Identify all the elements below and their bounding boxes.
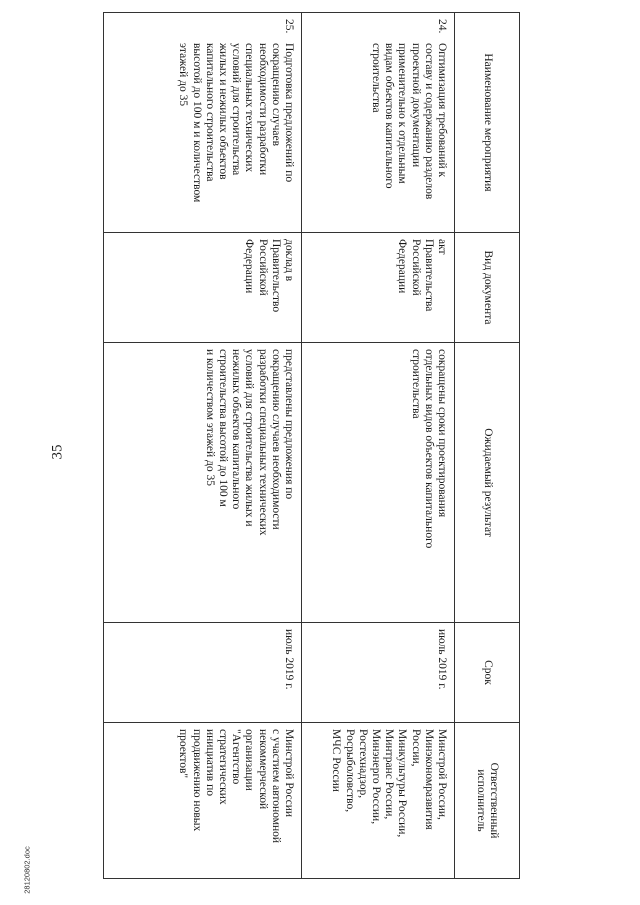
cell-name [302,13,455,233]
document-filename: 28120802.doc [22,846,32,894]
cell-deadline: июль 2019 г. [104,623,302,723]
cell-responsible: Минстрой России, Минэкономразвития России, Минкультуры России, Минтранс России, Минэнерго России, Ростехнадзор, Росрыболовство, МЧС России [302,723,455,879]
cell-name [104,13,302,233]
header-deadline: Срок [455,623,520,723]
header-result: Ожидаемый результат [455,343,520,623]
header-responsible: Ответственный исполнитель [455,723,520,879]
measure-name: Подготовка предложений по сокращению случаев необходимости разработки специальных технических условий для строительства жилых и нежилых объектов капитального строительства высотой до 100 м и количеством этажей до 35 [177,43,295,203]
header-doc-type: Вид документа [455,233,520,343]
cell-responsible: Минстрой России с участием автономной некоммерческой организации "Агентство стратегических инициатив по продвижению новых проектов" [104,723,302,879]
cell-result: сокращены сроки проектирования отдельных видов объектов капитального строительства [302,343,455,623]
page-number: 35 [49,444,66,460]
document-table-area [85,12,520,878]
cell-deadline: июль 2019 г. [302,623,455,723]
cell-doc-type: доклад в Правительство Российской Федерации [104,233,302,343]
table-row [302,13,455,879]
cell-doc-type: акт Правительства Российской Федерации [302,233,455,343]
measures-table [103,12,520,879]
table-header-row [455,13,520,879]
row-number: 25. [283,19,295,34]
table-row [104,13,302,879]
measure-name: Оптимизация требований к составу и содержанию разделов проектной документации применительно к отдельным видам объектов капитального строительства [369,43,448,200]
cell-result: представлены предложения по сокращению случаев необходимости разработки специальных технических условий для строительства жилых и нежилых объектов капитального строительства высотой до 100 м и количеством этажей до 35 [104,343,302,623]
header-name: Наименование мероприятия [455,13,520,233]
row-number: 24. [436,19,448,34]
